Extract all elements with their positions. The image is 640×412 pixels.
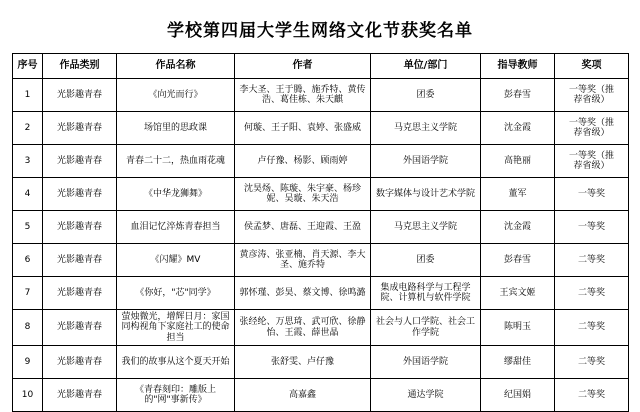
- table-row: [13, 277, 629, 310]
- prize-line-1: 一等奖（推: [568, 84, 614, 95]
- cell-teacher: 沈金霞: [481, 211, 555, 244]
- cell-no: 7: [13, 277, 43, 310]
- table-header: [13, 54, 629, 79]
- cell-name: 血泪记忆淬炼青春担当: [117, 211, 235, 244]
- cell-teacher: 董军: [481, 178, 555, 211]
- cell-unit: 集成电路科学与工程学院、计算机与软件学院: [371, 277, 481, 310]
- cell-teacher: 高艳丽: [481, 145, 555, 178]
- cell-author: 何璇、王子阳、袁婷、张盛威: [235, 112, 371, 145]
- cell-teacher: 彭春雪: [481, 244, 555, 277]
- cell-name: 场馆里的思政课: [117, 112, 235, 145]
- table-row: [13, 310, 629, 346]
- prize-line-2: 荐省级）: [573, 95, 610, 105]
- cell-category: 光影趣青春: [43, 379, 117, 412]
- cell-teacher: 陈明玉: [481, 310, 555, 346]
- column-header-no: 序号: [13, 54, 43, 79]
- cell-no: 9: [13, 346, 43, 379]
- prize-line-2: 荐省级）: [573, 161, 610, 171]
- table-row: [13, 79, 629, 112]
- table-header-row: [13, 54, 629, 79]
- table-row: [13, 244, 629, 277]
- cell-name: 《青春刻印：雕版上的"网"事新传》: [117, 379, 235, 412]
- column-header-category: 作品类别: [43, 54, 117, 79]
- cell-teacher: 缪甜佳: [481, 346, 555, 379]
- cell-author: 张舒雯、卢仔豫: [235, 346, 371, 379]
- cell-unit: 数字媒体与设计艺术学院: [371, 178, 481, 211]
- cell-category: 光影趣青春: [43, 211, 117, 244]
- cell-category: 光影趣青春: [43, 244, 117, 277]
- column-header-name: 作品名称: [117, 54, 235, 79]
- cell-no: 10: [13, 379, 43, 412]
- cell-unit: 外国语学院: [371, 145, 481, 178]
- cell-author: 高嘉鑫: [235, 379, 371, 412]
- cell-prize: 二等奖: [555, 244, 629, 277]
- cell-teacher: 彭春雪: [481, 79, 555, 112]
- cell-no: 1: [13, 79, 43, 112]
- cell-name: 青春二十二，热血雨花魂: [117, 145, 235, 178]
- prize-line-2: 荐省级）: [573, 128, 610, 138]
- cell-prize: [555, 79, 629, 112]
- column-header-author: 作者: [235, 54, 371, 79]
- table-row: [13, 145, 629, 178]
- cell-category: 光影趣青春: [43, 346, 117, 379]
- cell-author: 黄彦涛、张亚楠、肖天源、李大圣、施乔特: [235, 244, 371, 277]
- cell-unit: 通达学院: [371, 379, 481, 412]
- cell-unit: 团委: [371, 79, 481, 112]
- cell-prize: 二等奖: [555, 346, 629, 379]
- cell-teacher: 沈金霞: [481, 112, 555, 145]
- cell-no: 5: [13, 211, 43, 244]
- cell-prize: 一等奖: [555, 211, 629, 244]
- cell-prize: 二等奖: [555, 277, 629, 310]
- prize-line-1: 一等奖（推: [568, 117, 614, 128]
- cell-author: 沈昊炀、陈璇、朱宇豪、杨珍妮、吴璇、朱天浩: [235, 178, 371, 211]
- cell-prize: 一等奖: [555, 178, 629, 211]
- cell-unit: 马克思主义学院: [371, 112, 481, 145]
- cell-name: 我们的故事从这个夏天开始: [117, 346, 235, 379]
- table-row: [13, 211, 629, 244]
- table-body: [13, 79, 629, 412]
- cell-author: 侯孟梦、唐磊、王迎霞、王盈: [235, 211, 371, 244]
- cell-unit: 马克思主义学院: [371, 211, 481, 244]
- page-title: 学校第四届大学生网络文化节获奖名单: [167, 21, 473, 41]
- cell-category: 光影趣青春: [43, 310, 117, 346]
- cell-author: 卢仔豫、杨影、顾雨婷: [235, 145, 371, 178]
- cell-author: 张经纶、万思琦、武可欣、徐静怡、王霞、薛世晶: [235, 310, 371, 346]
- cell-unit: 团委: [371, 244, 481, 277]
- cell-category: 光影趣青春: [43, 112, 117, 145]
- cell-category: 光影趣青春: [43, 277, 117, 310]
- cell-name: 萤烛微光，增辉日月：家国同构视角下家庭社工的使命担当: [117, 310, 235, 346]
- cell-author: 李大圣、王于腾、施乔特、黄传浩、葛佳栋、朱天麒: [235, 79, 371, 112]
- cell-category: 光影趣青春: [43, 79, 117, 112]
- table-row: [13, 379, 629, 412]
- cell-prize: 二等奖: [555, 310, 629, 346]
- column-header-teacher: 指导教师: [481, 54, 555, 79]
- cell-no: 3: [13, 145, 43, 178]
- table-row: [13, 112, 629, 145]
- cell-teacher: 纪国娟: [481, 379, 555, 412]
- cell-teacher: 王宾文姬: [481, 277, 555, 310]
- cell-category: 光影趣青春: [43, 145, 117, 178]
- table-row: [13, 178, 629, 211]
- cell-no: 2: [13, 112, 43, 145]
- cell-prize: 二等奖: [555, 379, 629, 412]
- column-header-unit: 单位/部门: [371, 54, 481, 79]
- cell-name: 《中华龙狮舞》: [117, 178, 235, 211]
- column-header-prize: 奖项: [555, 54, 629, 79]
- cell-prize: [555, 145, 629, 178]
- cell-unit: 外国语学院: [371, 346, 481, 379]
- cell-prize: [555, 112, 629, 145]
- table-row: [13, 346, 629, 379]
- prize-line-1: 一等奖（推: [568, 150, 614, 161]
- cell-no: 6: [13, 244, 43, 277]
- cell-name: 《你好，"芯"同学》: [117, 277, 235, 310]
- cell-unit: 社会与人口学院、社会工作学院: [371, 310, 481, 346]
- cell-name: 《向光而行》: [117, 79, 235, 112]
- cell-name: 《闪耀》MV: [117, 244, 235, 277]
- cell-author: 郭怀瑾、彭昊、蔡文博、徐鸣潞: [235, 277, 371, 310]
- award-list-table: [12, 53, 629, 412]
- cell-category: 光影趣青春: [43, 178, 117, 211]
- cell-no: 4: [13, 178, 43, 211]
- cell-no: 8: [13, 310, 43, 346]
